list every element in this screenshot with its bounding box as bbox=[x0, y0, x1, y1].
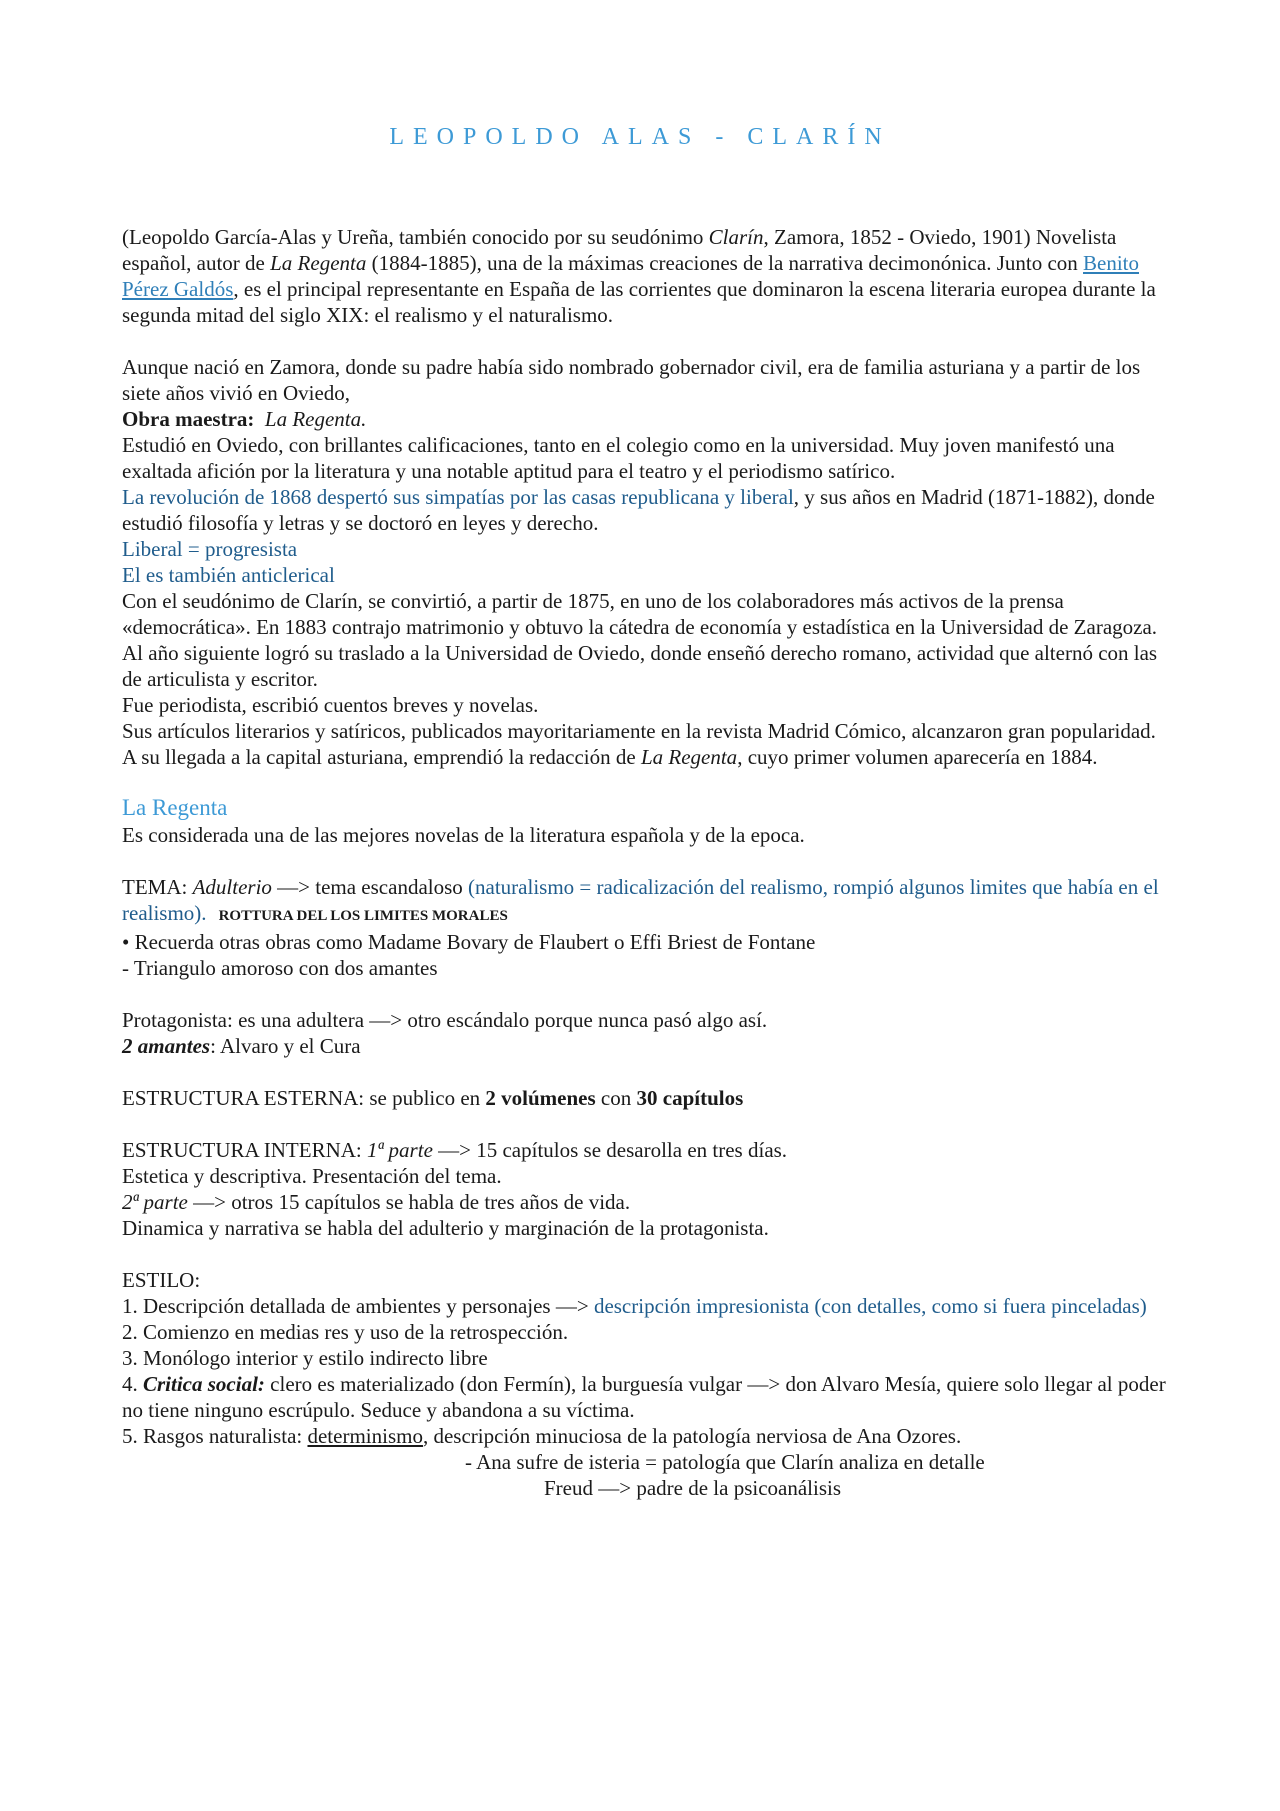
text: , cuyo primer volumen aparecería en 1884. bbox=[737, 745, 1098, 769]
text: : Alvaro y el Cura bbox=[210, 1034, 361, 1058]
estilo-item: 2. Comienzo en medias res y uso de la retrospección. bbox=[122, 1320, 569, 1344]
intro-paragraph bbox=[122, 224, 1172, 328]
studies-paragraph: Estudió en Oviedo, con brillantes calificaciones, tanto en el colegio como en la universidad. Muy joven manifestó una exaltada afición por la literatura y una notable aptitud para el teatro y el periodismo satírico. bbox=[122, 433, 1115, 483]
estructura-interna-line: Estetica y descriptiva. Presentación del tema. bbox=[122, 1164, 502, 1188]
galdos-link[interactable]: Benito Pérez Galdós bbox=[122, 251, 1140, 301]
italic-text: La Regenta bbox=[640, 745, 738, 769]
text: (1884-1885), una de la máximas creaciones de la narrativa decimonónica. Junto con bbox=[366, 251, 1084, 275]
obra-maestra-line bbox=[122, 406, 1172, 432]
bold-italic-label: 2 amantes bbox=[122, 1034, 211, 1058]
page-title: LEOPOLDO ALAS - CLARÍN bbox=[389, 124, 891, 150]
birth-paragraph: Aunque nació en Zamora, donde su padre había sido nombrado gobernador civil, era de familia asturiana y a partir de los siete años vivió en Oviedo, bbox=[122, 355, 1141, 405]
underlined-text: determinismo bbox=[307, 1424, 423, 1448]
regenta-description: Es considerada una de las mejores novelas de la literatura española y de la epoca. bbox=[122, 823, 805, 847]
text: , es el principal representante en España de las corrientes que dominaron la escena literaria europea durante la segunda mitad del siglo XIX: el realismo y el naturalismo. bbox=[122, 277, 1156, 327]
text: ESTRUCTURA INTERNA: bbox=[122, 1138, 368, 1162]
text: , descripción minuciosa de la patología nerviosa de Ana Ozores. bbox=[422, 1424, 962, 1448]
highlight-text: La revolución de 1868 despertó sus simpatías por las casas republicana y liberal bbox=[122, 485, 794, 509]
highlight-text: (naturalismo = radicalización del realismo, rompió algunos limites que había en el realismo). bbox=[122, 875, 1159, 925]
text: Sus artículos literarios y satíricos, publicados mayoritariamente en la revista Madrid Cómico, alcanzaron gran popularidad. A su llegada a la capital asturiana, emprendió la redacción de bbox=[122, 719, 1156, 769]
italic-text: Clarín bbox=[708, 225, 764, 249]
tema-paragraph bbox=[122, 874, 1172, 929]
revolution-paragraph bbox=[122, 484, 1172, 536]
estilo-item bbox=[122, 1371, 1172, 1423]
text: con bbox=[595, 1086, 637, 1110]
section-heading-la-regenta: La Regenta bbox=[122, 795, 228, 820]
document-body bbox=[122, 224, 1172, 1501]
journalist-line: Fue periodista, escribió cuentos breves y novelas. bbox=[122, 693, 539, 717]
text: —> tema escandaloso bbox=[271, 875, 469, 899]
estilo-item: 3. Monólogo interior y estilo indirecto libre bbox=[122, 1346, 488, 1370]
pseudonym-paragraph: Con el seudónimo de Clarín, se convirtió, a partir de 1875, en uno de los colaboradores más activos de la prensa «democrática». En 1883 contrajo matrimonio y obtuvo la cátedra de economía y estadística en la Universidad de Zaragoza. Al año siguiente logró su traslado a la Universidad de Oviedo, donde enseñó derecho romano, actividad que alternó con las de articulista y escritor. bbox=[122, 589, 1158, 691]
bold-caps-note: ROTTURA DEL LOS LIMITES MORALES bbox=[218, 908, 508, 924]
articles-paragraph bbox=[122, 718, 1172, 770]
bold-label: Obra maestra: bbox=[122, 407, 255, 431]
text: , y sus años en Madrid (1871-1882), donde estudió filosofía y letras y se doctoró en leyes y derecho. bbox=[122, 485, 1155, 535]
bold-text: 30 capítulos bbox=[636, 1086, 744, 1110]
estructura-interna-line bbox=[122, 1189, 1172, 1215]
protagonista-line: Protagonista: es una adultera —> otro escándalo porque nunca pasó algo así. bbox=[122, 1008, 768, 1032]
indented-note: - Ana sufre de isteria = patología que Clarín analiza en detalle bbox=[465, 1450, 985, 1474]
bold-text: 2 volúmenes bbox=[485, 1086, 596, 1110]
indented-note: Freud —> padre de la psicoanálisis bbox=[544, 1476, 842, 1500]
italic-text: 2ª parte bbox=[122, 1190, 188, 1214]
text: 1. Descripción detallada de ambientes y personajes —> bbox=[122, 1294, 594, 1318]
text: TEMA: bbox=[122, 875, 193, 899]
text: (Leopoldo García-Alas y Ureña, también conocido por su seudónimo bbox=[122, 225, 709, 249]
text: ESTRUCTURA ESTERNA: se publico en bbox=[122, 1086, 486, 1110]
highlight-text: descripción impresionista (con detalles, como si fuera pinceladas) bbox=[593, 1294, 1147, 1318]
bold-italic-label: Critica social: bbox=[143, 1372, 265, 1396]
liberal-note: Liberal = progresista bbox=[122, 537, 298, 561]
text: , Zamora, 1852 - Oviedo, 1901) Novelista español, autor de bbox=[122, 225, 1117, 275]
estilo-item bbox=[122, 1293, 1172, 1319]
text: —> otros 15 capítulos se habla de tres años de vida. bbox=[187, 1190, 631, 1214]
italic-text: La Regenta. bbox=[264, 407, 367, 431]
amantes-line bbox=[122, 1033, 1172, 1059]
text: 4. bbox=[122, 1372, 143, 1396]
estructura-interna-line: Dinamica y narrativa se habla del adulterio y marginación de la protagonista. bbox=[122, 1216, 769, 1240]
estructura-externa-line bbox=[122, 1085, 1172, 1111]
estructura-interna-line bbox=[122, 1137, 1172, 1163]
dash-item: - Triangulo amoroso con dos amantes bbox=[122, 956, 438, 980]
estilo-heading: ESTILO: bbox=[122, 1268, 201, 1292]
bullet-item: • Recuerda otras obras como Madame Bovary de Flaubert o Effi Briest de Fontane bbox=[122, 930, 816, 954]
text: clero es materializado (don Fermín), la burguesía vulgar —> don Alvaro Mesía, quiere solo llegar al poder no tiene ninguno escrúpulo. Seduce y abandona a su víctima. bbox=[122, 1372, 1166, 1422]
anticlerical-note: El es también anticlerical bbox=[122, 563, 335, 587]
text: 5. Rasgos naturalista: bbox=[122, 1424, 308, 1448]
estilo-item bbox=[122, 1423, 1172, 1449]
text: —> 15 capítulos se desarolla en tres días. bbox=[432, 1138, 788, 1162]
italic-text: Adulterio bbox=[192, 875, 272, 899]
italic-text: 1ª parte bbox=[367, 1138, 433, 1162]
italic-text: La Regenta bbox=[270, 251, 367, 275]
